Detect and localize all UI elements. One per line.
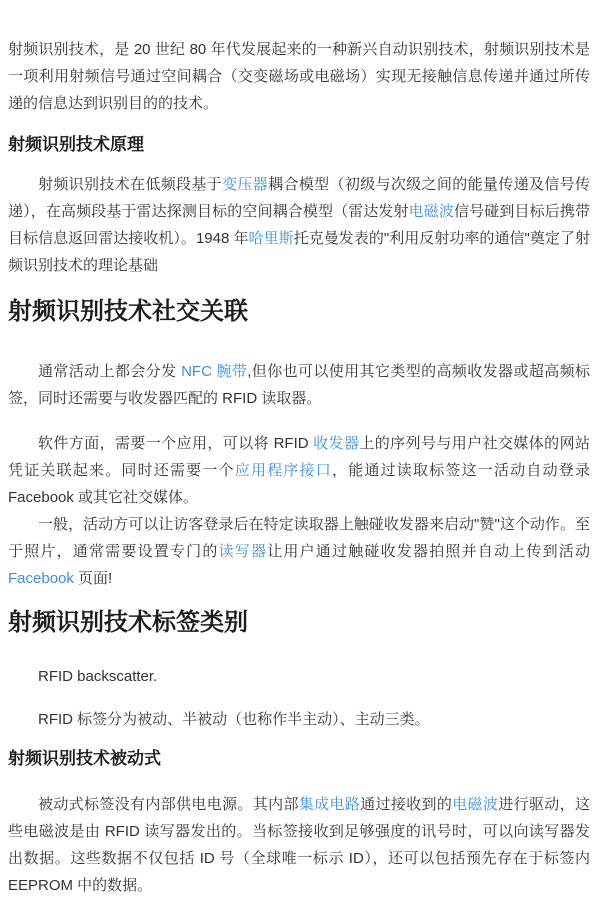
section-heading: 射频识别技术原理	[8, 135, 144, 154]
text-run: 被动式标签没有内部供电电源。其内部	[38, 796, 299, 813]
text-run: RFID backscatter.	[38, 668, 158, 685]
text-link[interactable]: 应用程序接口	[234, 462, 332, 479]
paragraph	[8, 171, 590, 279]
paragraph	[8, 511, 590, 592]
text-run: 射频识别技术在低频段基于	[38, 176, 223, 193]
text-link[interactable]: NFC 腕带	[181, 363, 248, 380]
paragraph	[8, 430, 590, 511]
paragraph	[8, 706, 590, 733]
text-run: 信号碰到目标后携带目标信息返回雷达接收机）。1948 年	[8, 203, 590, 247]
section-heading: 射频识别技术社交关联	[8, 298, 248, 325]
text-link[interactable]: 集成电路	[298, 796, 361, 813]
text-run: 软件方面，需要一个应用，可以将 RFID	[38, 435, 314, 452]
text-run: RFID 标签分为被动、半被动（也称作半主动）、主动三类。	[38, 711, 430, 728]
text-link[interactable]: 电磁波	[452, 796, 499, 813]
text-run: 射频识别技术，是 20 世纪 80 年代发展起来的一种新兴自动识别技术，射频识别技术是一项利用射频信号通过空间耦合（交变磁场或电磁场）实现无接触信息传递并通过所传递的信息达到识别目的的技术。	[8, 41, 590, 112]
paragraph	[8, 358, 590, 412]
text-run: 通常活动上都会分发	[38, 363, 182, 380]
paragraph	[8, 791, 590, 899]
text-link[interactable]: 收发器	[313, 435, 360, 452]
text-run: 进行驱动，这些电磁波是由 RFID 读写器发出的。当标签接收到足够强度的讯号时，可以向读写器发出数据。这些数据不仅包括 ID 号（全球唯一标示 ID），还可以包括预先存在于标签内 EEPROM 中的数据。	[8, 796, 590, 894]
text-link[interactable]: Facebook	[8, 570, 74, 587]
text-run: 一般，活动方可以让访客登录后在特定读取器上触碰收发器来启动"赞"这个动作。至于照片，通常需要设置专门的	[8, 516, 590, 560]
text-run: 上的序列号与用户社交媒体的网站凭证关联起来。同时还需要一个	[8, 435, 590, 479]
text-run: ，能通过读取标签这一活动自动登录 Facebook 或其它社交媒体。	[8, 462, 590, 506]
paragraph	[8, 663, 590, 690]
text-run: 托克曼发表的"利用反射功率的通信"奠定了射频识别技术的理论基础	[8, 230, 590, 274]
section-heading: 射频识别技术标签类别	[8, 609, 248, 636]
text-link[interactable]: 电磁波	[408, 203, 455, 220]
text-run: 通过接收到的	[360, 796, 453, 813]
text-link[interactable]: 变压器	[222, 176, 269, 193]
text-link[interactable]: 哈里斯	[248, 230, 294, 247]
text-link[interactable]: 读写器	[218, 543, 268, 560]
paragraph	[8, 36, 590, 117]
text-run: 页面!	[73, 570, 113, 587]
text-run: 耦合模型（初级与次级之间的能量传递及信号传递），在高频段基于雷达探测目标的空间耦合模型（雷达发射	[8, 176, 590, 220]
section-heading: 射频识别技术被动式	[8, 749, 161, 768]
text-run: 让用户通过触碰收发器拍照并自动上传到活动	[267, 543, 590, 560]
text-run: ,但你也可以使用其它类型的高频收发器或超高频标签，同时还需要与收发器匹配的 RFID 读取器。	[8, 363, 591, 407]
